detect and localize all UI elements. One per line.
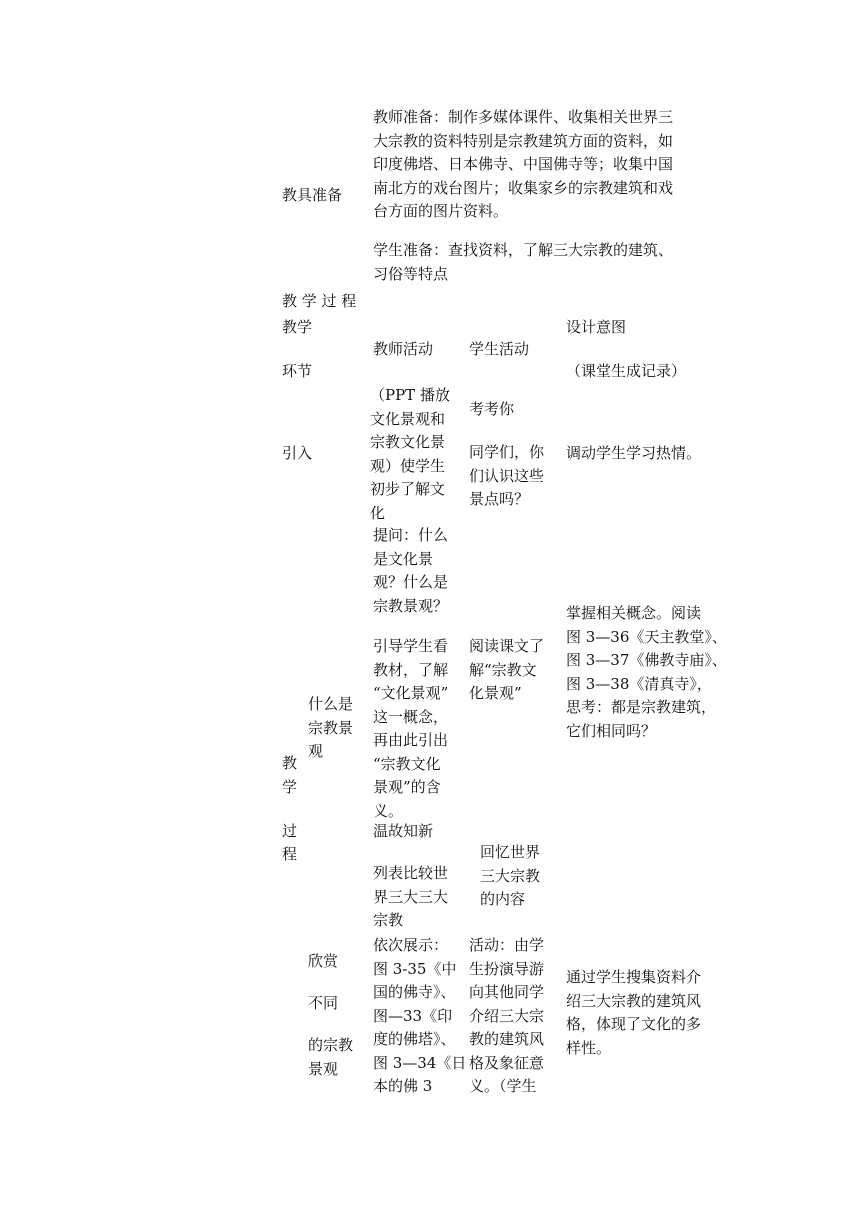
side-label-2: 学 xyxy=(282,778,298,796)
section3-teacher-line: 图 3—34《日 xyxy=(373,1053,467,1072)
header-student: 学生活动 xyxy=(469,340,530,358)
section3-student-line: 介绍三大宗 xyxy=(469,1006,545,1025)
section3-teacher-line: 国的佛寺》、 xyxy=(373,983,456,1001)
teacher-prep-text xyxy=(373,106,733,224)
section1-teacher-guide-line: 教材，了解 xyxy=(373,660,449,679)
section2-teacher-line: 界三大三大 xyxy=(373,887,449,906)
section1-teacher-q-line: 宗教景观？ xyxy=(373,596,449,615)
process-title: 教 学 过 程 xyxy=(282,292,357,310)
section1-teacher-guide xyxy=(373,635,467,823)
section1-teacher-q-line: 是文化景 xyxy=(373,549,434,568)
section2-teacher-line: 列表比较世 xyxy=(373,864,449,882)
section1-design-line: 它们相同吗？ xyxy=(566,721,657,740)
section2-teacher-2 xyxy=(373,862,467,933)
section1-teacher-guide-line: 义。 xyxy=(373,801,404,820)
teacher-prep-line: 教师准备：制作多媒体课件、收集相关世界三 xyxy=(373,108,674,126)
section1-student xyxy=(469,635,563,706)
student-prep-line: 习俗等特点 xyxy=(373,264,449,283)
intro-student-2 xyxy=(469,441,563,512)
section2-student xyxy=(480,841,564,912)
section3-teacher-line: 本的佛 3 xyxy=(373,1077,433,1095)
section3-student-line: 义。（学生 xyxy=(469,1077,537,1095)
section2-student-line: 的内容 xyxy=(480,890,526,908)
intro-student-1: 考考你 xyxy=(469,400,515,418)
intro-teacher-line: 文化景观和 xyxy=(370,409,446,428)
intro-teacher-line: 初步了解文 xyxy=(370,480,446,498)
section3-teacher-line: 依次展示： xyxy=(373,936,449,954)
header-teacher: 教师活动 xyxy=(373,340,434,358)
teacher-prep-line: 印度佛塔、日本佛寺、中国佛寺等；收集中国 xyxy=(373,155,674,173)
section1-design-line: 思考：都是宗教建筑， xyxy=(566,698,717,716)
intro-teacher-line: 观）使学生 xyxy=(370,456,446,475)
section3-design-line: 绍三大宗教的建筑风 xyxy=(566,991,702,1010)
section1-teacher-guide-line: 景观”的含 xyxy=(373,778,441,796)
section1-teacher-q-line: 观？什么是 xyxy=(373,573,449,591)
header-design-1: 设计意图 xyxy=(566,318,627,336)
section1-teacher-q-line: 提问：什么 xyxy=(373,526,449,544)
side-label-3: 过 xyxy=(282,822,298,840)
section1-design-line: 图 3—36《天主教堂》、 xyxy=(566,627,727,646)
section3-design xyxy=(566,966,736,1060)
section2-teacher-1: 温故知新 xyxy=(373,822,434,840)
section1-design-line: 掌握相关概念。阅读 xyxy=(566,604,702,622)
section3-student-line: 活动：由学 xyxy=(469,936,545,954)
section3-sub-line: 的宗教 xyxy=(308,1036,354,1054)
teacher-prep-line: 台方面的图片资料。 xyxy=(373,202,509,220)
section1-teacher-guide-line: 这一概念， xyxy=(373,707,449,726)
section3-design-line: 通过学生搜集资料介 xyxy=(566,968,702,986)
section1-teacher-guide-line: “文化景观” xyxy=(373,684,449,702)
section3-student-line: 教的建筑风 xyxy=(469,1030,545,1048)
student-prep-text xyxy=(373,239,733,286)
section3-sub-3 xyxy=(308,1034,368,1081)
section3-teacher-line: 图—33《印 xyxy=(373,1006,453,1025)
section2-student-line: 三大宗教 xyxy=(480,866,541,885)
section3-design-line: 样性。 xyxy=(566,1038,612,1057)
section3-sub-2: 不同 xyxy=(308,994,339,1012)
section3-sub-line: 景观 xyxy=(308,1059,339,1078)
header-stage-2: 环节 xyxy=(282,362,313,380)
side-label-4: 程 xyxy=(282,845,298,863)
teacher-prep-line: 大宗教的资料特别是宗教建筑方面的资料，如 xyxy=(373,131,674,150)
intro-teacher xyxy=(370,384,464,525)
section1-design-line: 图 3—37《佛教寺庙》、 xyxy=(566,651,727,669)
intro-student-line: 们认识这些 xyxy=(469,466,545,485)
header-stage-1: 教学 xyxy=(282,318,313,336)
intro-student-line: 景点吗？ xyxy=(469,490,530,508)
section1-student-line: 解“宗教文 xyxy=(469,660,537,679)
section3-sub-1: 欣赏 xyxy=(308,952,339,970)
intro-teacher-line: （PPT 播放 xyxy=(370,386,450,404)
header-design-2: （课堂生成记录） xyxy=(566,362,687,380)
intro-stage: 引入 xyxy=(282,444,313,462)
section1-sub-line: 观 xyxy=(308,742,324,760)
section1-design-line: 图 3—38《清真寺》， xyxy=(566,674,712,693)
intro-design: 调动学生学习热情。 xyxy=(566,444,702,462)
section1-teacher-guide-line: “宗教文化 xyxy=(373,754,441,773)
side-label-1: 教 xyxy=(282,754,298,772)
section1-sub-line: 宗教景 xyxy=(308,718,354,737)
section1-student-line: 化景观” xyxy=(469,684,522,702)
intro-teacher-line: 宗教文化景 xyxy=(370,433,446,451)
section2-student-line: 回忆世界 xyxy=(480,843,541,861)
section3-teacher xyxy=(373,934,469,1099)
student-prep-line: 学生准备：查找资料，了解三大宗教的建筑、 xyxy=(373,241,674,259)
intro-student-line: 同学们，你 xyxy=(469,443,545,461)
teacher-prep-line: 南北方的戏台图片；收集家乡的宗教建筑和戏 xyxy=(373,178,674,197)
section1-teacher-guide-line: 引导学生看 xyxy=(373,637,449,655)
section1-teacher-guide-line: 再由此引出 xyxy=(373,731,449,749)
section3-teacher-line: 度的佛塔》、 xyxy=(373,1030,456,1048)
section3-student xyxy=(469,934,565,1099)
section1-design xyxy=(566,602,736,743)
section3-design-line: 格，体现了文化的多 xyxy=(566,1015,702,1033)
section1-sub xyxy=(308,693,368,764)
section3-student-line: 格及象征意 xyxy=(469,1053,545,1072)
section3-student-line: 向其他同学 xyxy=(469,983,545,1001)
intro-teacher-line: 化 xyxy=(370,503,386,522)
section1-teacher-question xyxy=(373,524,467,618)
section3-teacher-line: 图 3-35《中 xyxy=(373,959,457,978)
section2-teacher-line: 宗教 xyxy=(373,911,404,929)
section3-student-line: 生扮演导游 xyxy=(469,959,545,978)
section1-sub-line: 什么是 xyxy=(308,695,354,713)
prep-label: 教具准备 xyxy=(282,186,343,204)
section1-student-line: 阅读课文了 xyxy=(469,637,545,655)
